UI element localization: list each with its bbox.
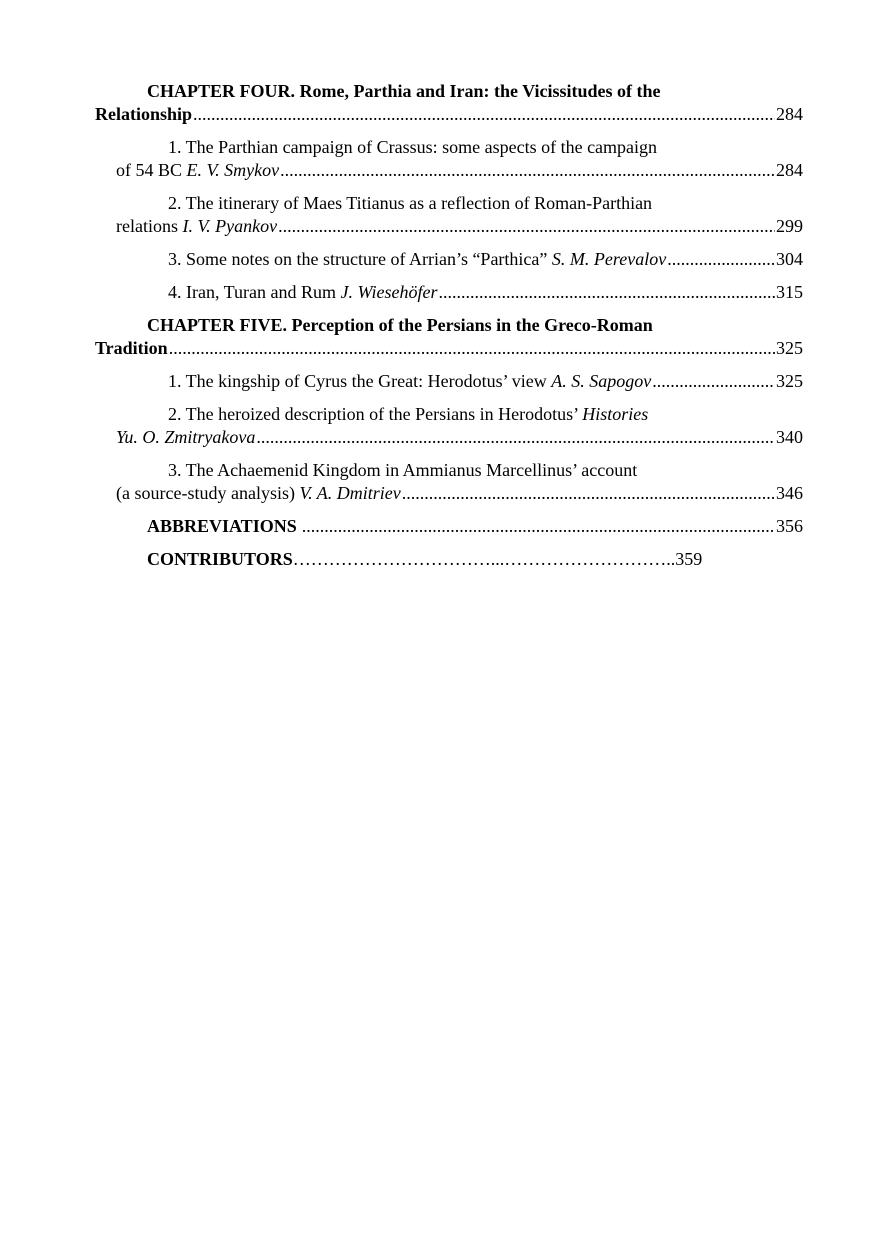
page-number: 304 bbox=[776, 249, 803, 269]
toc-entry-contributors[interactable] bbox=[95, 548, 803, 571]
entry-author: Yu. O. Zmitryakova bbox=[116, 427, 256, 447]
entry-author: A. S. Sapogov bbox=[551, 371, 652, 391]
page-number: 315 bbox=[776, 282, 803, 302]
dot-leader bbox=[280, 159, 775, 182]
toc-entry-chapter-four[interactable] bbox=[95, 80, 803, 126]
entry-title-line1: 1. The Parthian campaign of Crassus: some aspects of the campaign bbox=[168, 137, 658, 157]
entry-title: 3. Some notes on the structure of Arrian’s “Parthica” bbox=[168, 249, 552, 269]
toc-entry-4-2[interactable] bbox=[95, 192, 803, 238]
entry-author: E. V. Smykov bbox=[186, 160, 280, 180]
entry-title-line2: of 54 BC bbox=[116, 160, 187, 180]
entry-title-line1: 2. The itinerary of Maes Titianus as a reflection of Roman-Parthian bbox=[168, 193, 653, 213]
table-of-contents bbox=[95, 80, 803, 571]
page-number: 325 bbox=[776, 338, 803, 358]
page-number: 284 bbox=[776, 160, 803, 180]
toc-entry-5-2[interactable] bbox=[95, 403, 803, 449]
page-number: 299 bbox=[776, 216, 803, 236]
dot-leader bbox=[193, 103, 775, 126]
page-number: 356 bbox=[776, 516, 803, 536]
entry-title-line1: 3. The Achaemenid Kingdom in Ammianus Marcellinus’ account bbox=[168, 460, 638, 480]
chapter-five-title-line2: Tradition bbox=[95, 338, 168, 358]
dot-leader bbox=[169, 337, 775, 360]
abbreviations-label: ABBREVIATIONS bbox=[147, 516, 297, 536]
toc-entry-4-1[interactable] bbox=[95, 136, 803, 182]
entry-title-italic: Histories bbox=[582, 404, 649, 424]
dot-leader bbox=[302, 515, 775, 538]
toc-entry-4-3[interactable] bbox=[95, 248, 803, 271]
chapter-four-title-line1: CHAPTER FOUR. Rome, Parthia and Iran: the Vicissitudes of the bbox=[147, 81, 661, 101]
page-number: 325 bbox=[776, 371, 803, 391]
entry-title-line1: 2. The heroized description of the Persians in Herodotus’ bbox=[168, 404, 583, 424]
toc-entry-5-3[interactable] bbox=[95, 459, 803, 505]
dot-leader bbox=[278, 215, 775, 238]
page-number: 284 bbox=[776, 104, 803, 124]
dot-leader bbox=[402, 482, 775, 505]
toc-entry-chapter-five[interactable] bbox=[95, 314, 803, 360]
chapter-five-title-line1: CHAPTER FIVE. Perception of the Persians in the Greco-Roman bbox=[147, 315, 653, 335]
dot-leader bbox=[256, 426, 775, 449]
dot-leader bbox=[667, 248, 775, 271]
page-number: 346 bbox=[776, 483, 803, 503]
entry-title: 1. The kingship of Cyrus the Great: Herodotus’ view bbox=[168, 371, 552, 391]
contributors-leader: ……………………………...……………………….. bbox=[292, 549, 676, 569]
entry-author: I. V. Pyankov bbox=[182, 216, 278, 236]
entry-author: S. M. Perevalov bbox=[551, 249, 667, 269]
entry-title: 4. Iran, Turan and Rum bbox=[168, 282, 341, 302]
entry-title-line2: (a source-study analysis) bbox=[116, 483, 300, 503]
toc-entry-4-4[interactable] bbox=[95, 281, 803, 304]
toc-entry-5-1[interactable] bbox=[95, 370, 803, 393]
contributors-label: CONTRIBUTORS bbox=[147, 549, 293, 569]
entry-author: V. A. Dmitriev bbox=[299, 483, 401, 503]
entry-author: J. Wiesehöfer bbox=[340, 282, 438, 302]
dot-leader bbox=[438, 281, 775, 304]
dot-leader bbox=[652, 370, 775, 393]
page-number: 359 bbox=[675, 549, 703, 569]
toc-entry-abbreviations[interactable] bbox=[95, 515, 803, 538]
page-number: 340 bbox=[776, 427, 803, 447]
chapter-four-title-line2: Relationship bbox=[95, 104, 193, 124]
entry-title-line2: relations bbox=[116, 216, 183, 236]
